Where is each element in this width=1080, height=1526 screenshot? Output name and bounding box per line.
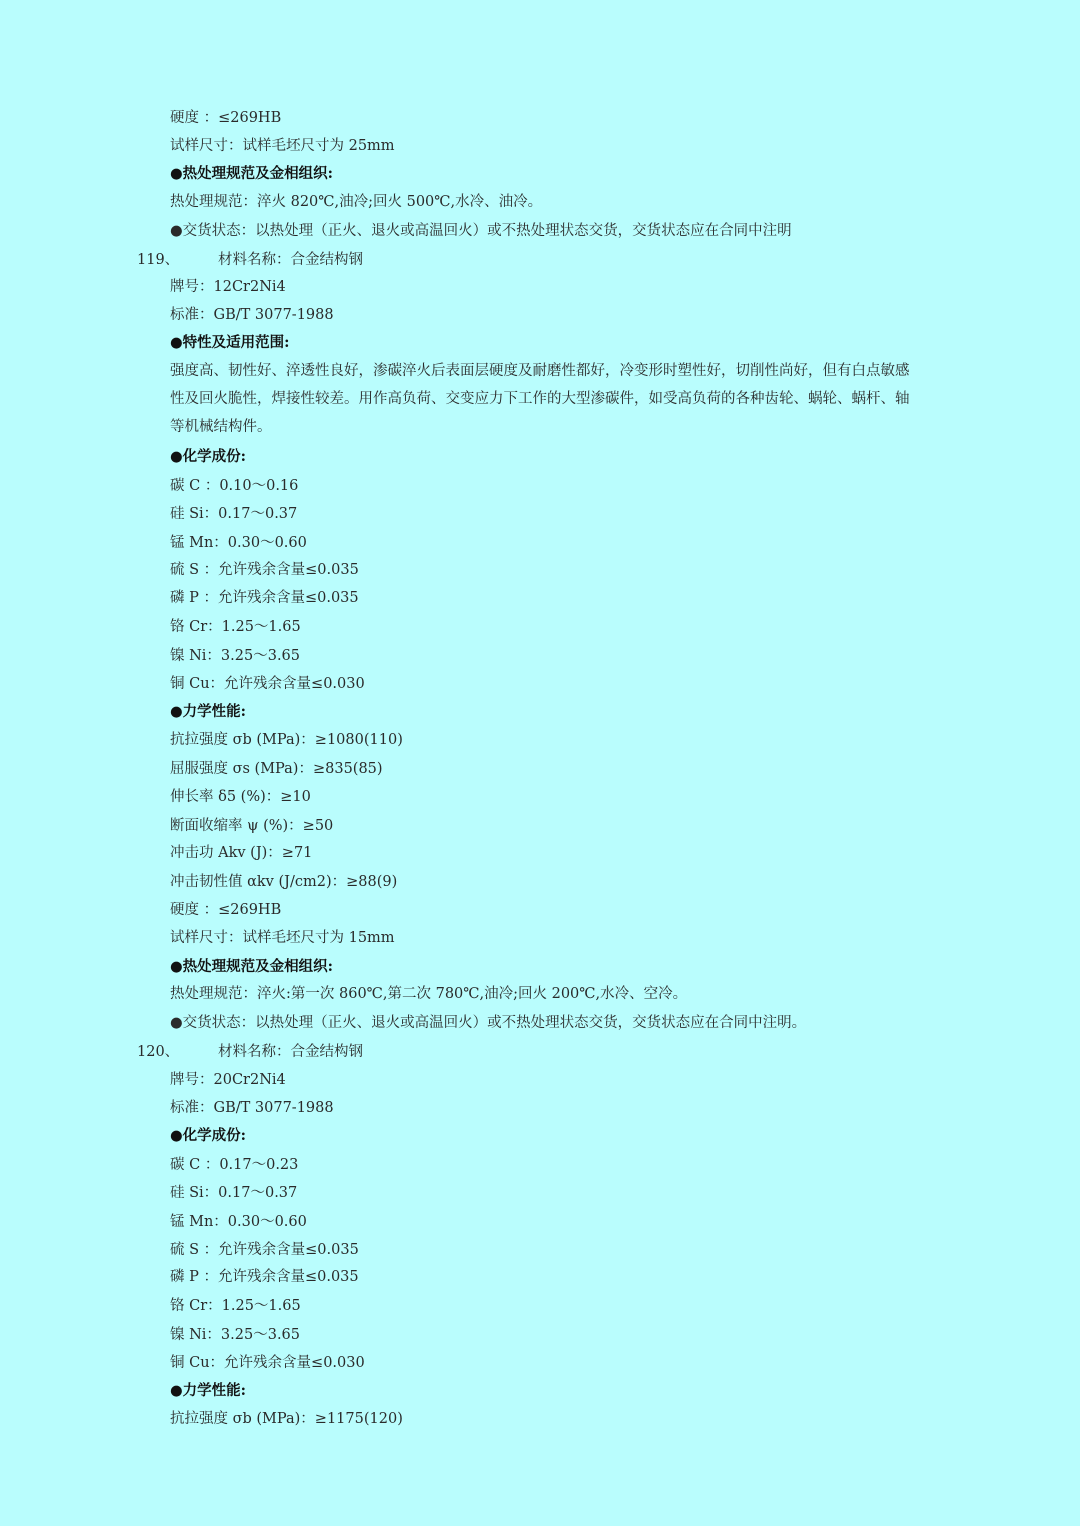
grade: 牌号：12Cr2Ni4 bbox=[170, 279, 286, 295]
section-heading-heat-treatment: ●热处理规范及金相组织: bbox=[170, 165, 334, 182]
section-heading-heat-treatment: ●热处理规范及金相组织: bbox=[170, 958, 334, 975]
standard: 标准：GB/T 3077-1988 bbox=[170, 307, 334, 323]
yield-strength: 屈服强度 σs (MPa)：≥835(85) bbox=[170, 761, 383, 777]
material-name: 材料名称：合金结构钢 bbox=[218, 252, 363, 268]
material-name: 材料名称：合金结构钢 bbox=[218, 1044, 363, 1060]
composition-ni: 镍 Ni：3.25～3.65 bbox=[170, 648, 301, 664]
section-heading-mechanical: ●力学性能: bbox=[170, 1382, 247, 1399]
entry-number: 119、 bbox=[137, 252, 180, 268]
composition-s: 硫 S ：允许残余含量≤0.035 bbox=[170, 1242, 359, 1258]
entry-header-120 bbox=[137, 1042, 363, 1062]
impact-toughness: 冲击韧性值 αkv (J/cm2)：≥88(9) bbox=[170, 874, 398, 890]
section-heading-mechanical: ●力学性能: bbox=[170, 703, 247, 720]
delivery-state: ●交货状态：以热处理（正火、退火或高温回火）或不热处理状态交货，交货状态应在合同中注明 bbox=[170, 223, 792, 239]
section-heading-composition: ●化学成份: bbox=[170, 1127, 247, 1144]
impact-energy: 冲击功 Akv (J)：≥71 bbox=[170, 845, 313, 861]
heat-treatment-spec: 热处理规范：淬火:第一次 860℃,第二次 780℃,油冷;回火 200℃,水冷、空冷。 bbox=[170, 986, 688, 1002]
composition-mn: 锰 Mn：0.30～0.60 bbox=[170, 1214, 307, 1230]
composition-cr: 铬 Cr：1.25～1.65 bbox=[170, 1298, 301, 1314]
properties-text-line: 等机械结构件。 bbox=[170, 419, 272, 435]
standard: 标准：GB/T 3077-1988 bbox=[170, 1100, 334, 1116]
delivery-state: ●交货状态：以热处理（正火、退火或高温回火）或不热处理状态交货，交货状态应在合同中注明。 bbox=[170, 1015, 807, 1031]
composition-p: 磷 P ：允许残余含量≤0.035 bbox=[170, 590, 359, 606]
composition-mn: 锰 Mn：0.30～0.60 bbox=[170, 535, 307, 551]
composition-p: 磷 P ：允许残余含量≤0.035 bbox=[170, 1269, 359, 1285]
composition-ni: 镍 Ni：3.25～3.65 bbox=[170, 1327, 301, 1343]
composition-c: 碳 C ：0.17～0.23 bbox=[170, 1157, 299, 1173]
properties-text-line: 性及回火脆性，焊接性较差。用作高负荷、交变应力下工作的大型渗碳件，如受高负荷的各种齿轮、蜗轮、蜗杆、轴 bbox=[170, 391, 910, 407]
hardness: 硬度 ：≤269HB bbox=[170, 110, 282, 126]
specimen-size: 试样尺寸：试样毛坯尺寸为 15mm bbox=[170, 930, 395, 946]
reduction-of-area: 断面收缩率 ψ (%)：≥50 bbox=[170, 818, 334, 834]
specimen-size: 试样尺寸：试样毛坯尺寸为 25mm bbox=[170, 138, 395, 154]
heat-treatment-spec: 热处理规范：淬火 820℃,油冷;回火 500℃,水冷、油冷。 bbox=[170, 194, 543, 210]
properties-text-line: 强度高、韧性好、淬透性良好，渗碳淬火后表面层硬度及耐磨性都好，冷变形时塑性好，切削性尚好，但有白点敏感 bbox=[170, 363, 910, 379]
grade: 牌号：20Cr2Ni4 bbox=[170, 1072, 286, 1088]
composition-si: 硅 Si：0.17～0.37 bbox=[170, 1185, 298, 1201]
section-heading-properties: ●特性及适用范围: bbox=[170, 334, 290, 351]
tensile-strength: 抗拉强度 σb (MPa)：≥1175(120) bbox=[170, 1411, 403, 1427]
elongation: 伸长率 δ5 (%)：≥10 bbox=[170, 789, 311, 805]
composition-cu: 铜 Cu：允许残余含量≤0.030 bbox=[170, 676, 365, 692]
section-heading-composition: ●化学成份: bbox=[170, 448, 247, 465]
entry-number: 120、 bbox=[137, 1044, 180, 1060]
composition-s: 硫 S ：允许残余含量≤0.035 bbox=[170, 562, 359, 578]
composition-cu: 铜 Cu：允许残余含量≤0.030 bbox=[170, 1355, 365, 1371]
tensile-strength: 抗拉强度 σb (MPa)：≥1080(110) bbox=[170, 732, 403, 748]
entry-header-119 bbox=[137, 250, 363, 270]
composition-cr: 铬 Cr：1.25～1.65 bbox=[170, 619, 301, 635]
composition-si: 硅 Si：0.17～0.37 bbox=[170, 506, 298, 522]
hardness: 硬度 ：≤269HB bbox=[170, 902, 282, 918]
composition-c: 碳 C ：0.10～0.16 bbox=[170, 478, 299, 494]
